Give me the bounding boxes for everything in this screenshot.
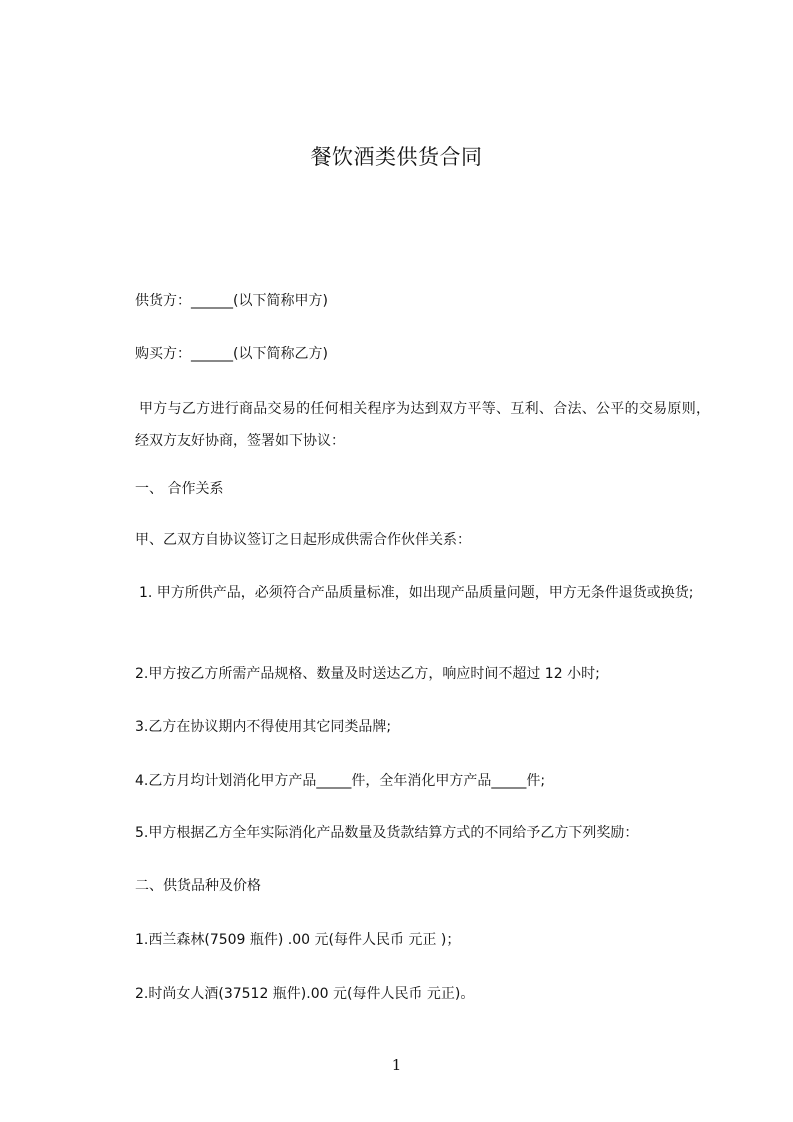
section1-intro: 甲、乙双方自协议签订之日起形成供需合作伙伴关系： [135,532,471,548]
clause-item-3: 3.乙方在协议期内不得使用其它同类品牌; [135,719,392,735]
document-title: 餐饮酒类供货合同 [310,145,483,169]
page-number: 1 [391,1056,402,1074]
section2-heading: 二、供货品种及价格 [135,878,261,894]
clause-item-2: 2.甲方按乙方所需产品规格、数量及时送达乙方，响应时间不超过 12 小时; [135,666,600,682]
product-item-2: 2.时尚女人酒(37512 瓶件).00 元(每件人民币 元正)。 [135,986,475,1002]
section1-heading: 一、 合作关系 [135,481,224,497]
clause-item-5: 5.甲方根据乙方全年实际消化产品数量及货款结算方式的不同给予乙方下列奖励： [135,825,639,841]
clause-item-1: 1. 甲方所供产品，必须符合产品质量标准，如出现产品质量问题，甲方无条件退货或换货; [139,585,694,601]
clause-item-4: 4.乙方月均计划消化甲方产品_____件，全年消化甲方产品_____件; [135,773,546,789]
product-item-1: 1.西兰森林(7509 瓶件) .00 元(每件人民币 元正 )； [135,932,461,948]
supplier-line: 供货方：______(以下简称甲方) [135,293,328,309]
buyer-line: 购买方：______(以下简称乙方) [135,346,328,362]
intro-paragraph: 甲方与乙方进行商品交易的任何相关程序为达到双方平等、互利、合法、公平的交易原则，经双方友好协商，签署如下协议： [135,401,710,449]
